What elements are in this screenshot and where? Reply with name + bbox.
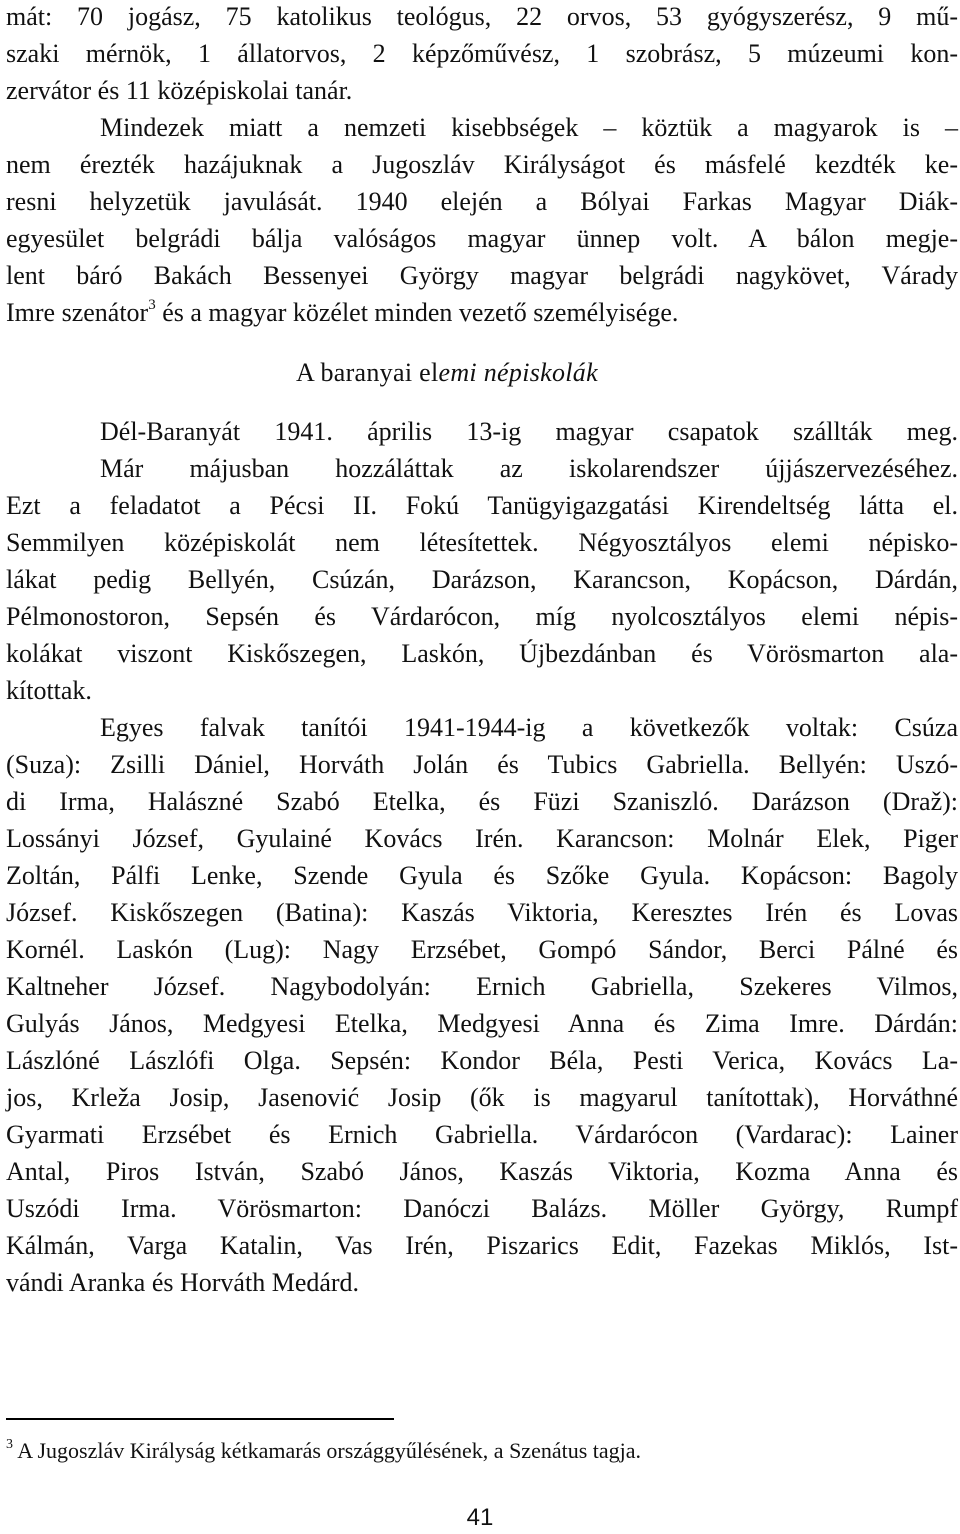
text-line: Kaltneher József. Nagybodolyán: Ernich Gabriella, Szekeres Vilmos, xyxy=(6,972,958,1001)
text-line: lákat pedig Bellyén, Csúzán, Darázson, Karancson, Kopácson, Dárdán, xyxy=(6,565,958,594)
text-line: vándi Aranka és Horváth Medárd. xyxy=(6,1268,360,1297)
footnote-text: A Jugoszláv Királyság kétkamarás országgyűlésének, a Szenátus tagja. xyxy=(13,1438,642,1463)
text-line: Lossányi József, Gyulainé Kovács Irén. Karancson: Molnár Elek, Piger xyxy=(6,824,958,853)
text-line: József. Kiskőszegen (Batina): Kaszás Viktoria, Keresztes Irén és Lovas xyxy=(6,898,958,927)
page-number: 41 xyxy=(466,1504,494,1531)
text-line xyxy=(6,294,958,331)
paragraph-1 xyxy=(6,0,958,109)
text-line: Antal, Piros István, Szabó János, Kaszás Viktoria, Kozma Anna és xyxy=(6,1157,958,1186)
text-line: kolákat viszont Kiskőszegen, Laskón, Újbezdánban és Vörösmarton ala- xyxy=(6,639,958,668)
text-line: resni helyzetük javulását. 1940 elején a Bólyai Farkas Magyar Diák- xyxy=(6,187,958,216)
text-line: (Suza): Zsilli Dániel, Horváth Jolán és Tubics Gabriella. Bellyén: Uszó- xyxy=(6,750,958,779)
paragraph-4 xyxy=(6,709,958,1301)
text-line: Ezt a feladatot a Pécsi II. Fokú Tanügyigazgatási Kirendeltség látta el. xyxy=(6,491,958,520)
text-fragment: és a magyar közélet minden vezető személyisége. xyxy=(155,298,679,327)
text-line: Pélmonostoron, Sepsén és Várdarócon, míg nyolcosztályos elemi népis- xyxy=(6,602,958,631)
text-line: Egyes falvak tanítói 1941-1944-ig a következők voltak: Csúza xyxy=(100,713,958,742)
text-fragment: Imre szenátor xyxy=(6,298,149,327)
text-line: lent báró Bakách Bessenyei György magyar belgrádi nagykövet, Várady xyxy=(6,261,958,290)
text-line: nem érezték hazájuknak a Jugoszláv Királyságot és másfelé kezdték ke- xyxy=(6,150,958,179)
text-line: jos, Krleža Josip, Jasenović Josip (ők is magyarul tanítottak), Horváthné xyxy=(6,1083,958,1112)
footnote-separator xyxy=(6,1418,394,1420)
text-line: Gulyás János, Medgyesi Etelka, Medgyesi Anna és Zima Imre. Dárdán: xyxy=(6,1009,958,1038)
text-line: di Irma, Halászné Szabó Etelka, és Füzi Szaniszló. Darázson (Draž): xyxy=(6,787,958,816)
text-line: zervátor és 11 középiskolai tanár. xyxy=(6,76,353,105)
heading-plain: A baranyai el xyxy=(296,358,439,387)
footnote xyxy=(6,1436,641,1466)
text-line: Lászlóné Lászlófi Olga. Sepsén: Kondor Béla, Pesti Verica, Kovács La- xyxy=(6,1046,958,1075)
page-body xyxy=(6,0,958,1301)
text-line: kítottak. xyxy=(6,676,92,705)
text-line: szaki mérnök, 1 állatorvos, 2 képzőművész, 1 szobrász, 5 múzeumi kon- xyxy=(6,39,958,68)
text-line: Uszódi Irma. Vörösmarton: Danóczi Balázs. Möller György, Rumpf xyxy=(6,1194,958,1223)
text-line: Már májusban hozzáláttak az iskolarendszer újjászervezéséhez. xyxy=(100,454,958,483)
text-line: Gyarmati Erzsébet és Ernich Gabriella. Várdarócon (Vardarac): Lainer xyxy=(6,1120,958,1149)
text-line: Kornél. Laskón (Lug): Nagy Erzsébet, Gompó Sándor, Berci Pálné és xyxy=(6,935,958,964)
text-line: Zoltán, Pálfi Lenke, Szende Gyula és Szőke Gyula. Kopácson: Bagoly xyxy=(6,861,958,890)
heading-italic: emi népiskolák xyxy=(438,358,598,387)
text-line: Kálmán, Varga Katalin, Vas Irén, Piszarics Edit, Fazekas Miklós, Ist- xyxy=(6,1231,958,1260)
paragraph-3 xyxy=(6,413,958,709)
footnote-reference[interactable]: 3 xyxy=(148,297,156,313)
section-heading xyxy=(6,354,958,391)
text-line: Mindezek miatt a nemzeti kisebbségek – köztük a magyarok is – xyxy=(100,113,958,142)
text-line: mát: 70 jogász, 75 katolikus teológus, 22 orvos, 53 gyógyszerész, 9 mű- xyxy=(6,2,958,31)
text-line: egyesület belgrádi bálja valóságos magyar ünnep volt. A bálon megje- xyxy=(6,224,958,253)
footnote-number: 3 xyxy=(6,1437,13,1452)
text-line: Dél-Baranyát 1941. április 13-ig magyar csapatok szállták meg. xyxy=(100,417,958,446)
paragraph-2 xyxy=(6,109,958,331)
text-line: Semmilyen középiskolát nem létesítettek. Négyosztályos elemi népisko- xyxy=(6,528,958,557)
